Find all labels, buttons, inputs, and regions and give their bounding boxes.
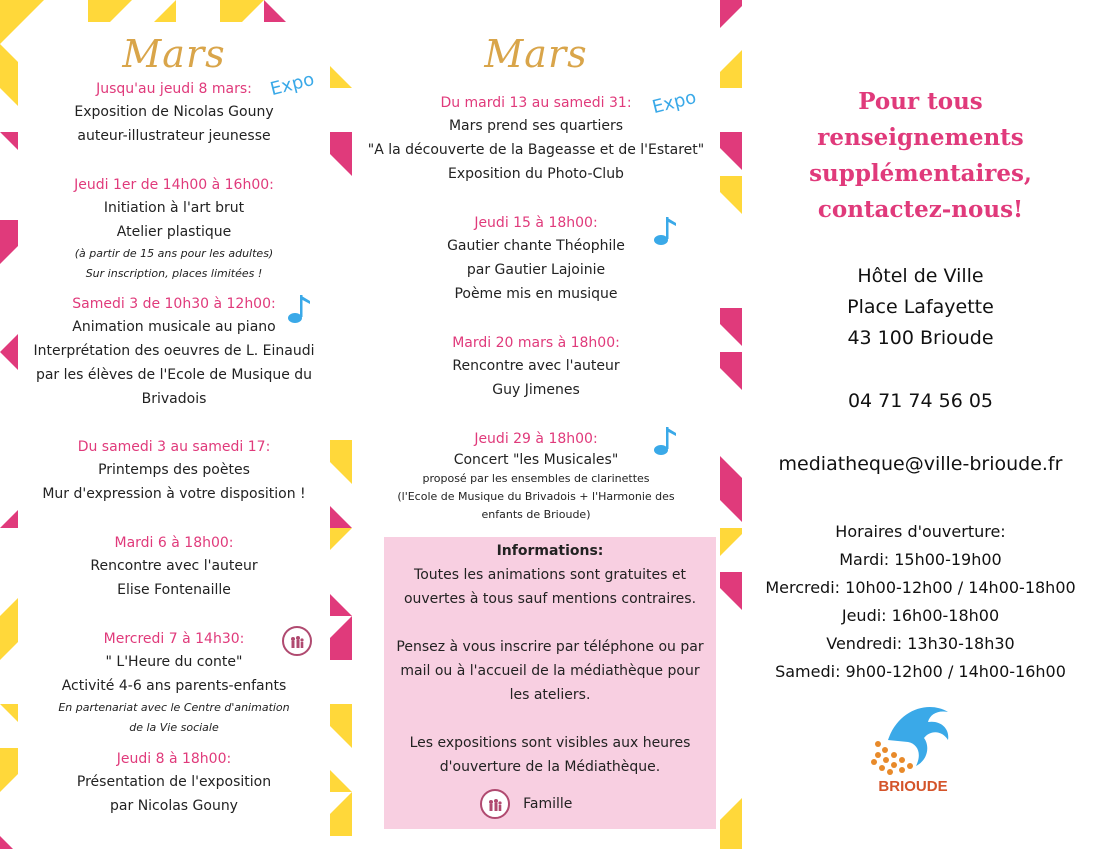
event-line: "A la découverte de la Bageasse et de l'Estaret"	[367, 142, 705, 158]
event-note: (l'Ecole de Musique du Brivadois + l'Harmonie des	[397, 490, 675, 503]
event-line: auteur-illustrateur jeunesse	[77, 128, 271, 144]
info-line: Les expositions sont visibles aux heures	[409, 735, 691, 751]
event-heading: Jeudi 15 à 18h00:	[474, 215, 598, 231]
event-note: de la Vie sociale	[129, 721, 219, 734]
event-line: Initiation à l'art brut	[103, 200, 245, 216]
event-heading: Jeudi 29 à 18h00:	[474, 431, 598, 447]
event-line: Animation musicale au piano	[72, 319, 276, 335]
event-note: enfants de Brioude)	[481, 508, 591, 521]
event-line: Mars prend ses quartiers	[448, 118, 624, 134]
event-line: Interprétation des oeuvres de L. Einaudi	[33, 343, 315, 359]
event-heading: Jeudi 1er de 14h00 à 16h00:	[74, 177, 274, 193]
event-heading: Mardi 6 à 18h00:	[114, 535, 234, 551]
contact-title-line: contactez-nous!	[817, 196, 1024, 223]
event-note: (à partir de 15 ans pour les adultes)	[74, 247, 274, 260]
event-line: Atelier plastique	[116, 224, 232, 240]
event-heading: Mardi 20 mars à 18h00:	[452, 335, 620, 351]
event-line: Exposition du Photo-Club	[448, 166, 624, 182]
phone-number[interactable]: 04 71 74 56 05	[847, 390, 994, 412]
right-panel	[742, 0, 1099, 849]
contact-title-line: renseignements	[817, 124, 1024, 151]
address	[742, 261, 1099, 354]
event-1	[18, 78, 330, 148]
event-heading: Jeudi 8 à 18h00:	[116, 751, 232, 767]
event-line: Mur d'expression à votre disposition !	[42, 486, 306, 502]
event-note: proposé par les ensembles de clarinettes	[422, 472, 650, 485]
contact-title-line: Pour tous	[858, 88, 983, 115]
address-line: 43 100 Brioude	[847, 327, 994, 349]
event-line: Rencontre avec l'auteur	[90, 558, 258, 574]
information-box	[384, 537, 716, 829]
famille-badge-icon	[480, 789, 510, 819]
music-note-icon	[286, 292, 312, 326]
event-line: par Nicolas Gouny	[110, 798, 238, 814]
info-line: Pensez à vous inscrire par téléphone ou par	[396, 639, 704, 655]
event-line: par les élèves de l'Ecole de Musique du	[35, 367, 313, 383]
info-line: ouvertes à tous sauf mentions contraires.	[403, 591, 697, 607]
event-line: Poème mis en musique	[454, 286, 618, 302]
event-line: " L'Heure du conte"	[105, 654, 243, 670]
famille-badge-icon	[282, 626, 312, 656]
event-note: En partenariat avec le Centre d'animation	[58, 701, 290, 714]
info-line: d'ouverture de la Médiathèque.	[439, 759, 661, 775]
event-line: Activité 4-6 ans parents-enfants	[61, 678, 287, 694]
music-note-icon	[652, 424, 678, 458]
contact-title	[742, 84, 1099, 228]
event-5	[18, 532, 330, 602]
address-line: Place Lafayette	[847, 296, 994, 318]
info-line: les ateliers.	[509, 687, 591, 703]
event-heading: Du mardi 13 au samedi 31:	[440, 95, 632, 111]
event-line: par Gautier Lajoinie	[466, 262, 606, 278]
event-line: Elise Fontenaille	[117, 582, 231, 598]
info-line: Toutes les animations sont gratuites et	[414, 567, 686, 583]
event-heading: Jusqu'au jeudi 8 mars:	[96, 81, 252, 97]
event-heading: Mercredi 7 à 14h30:	[103, 631, 245, 647]
event-note: Sur inscription, places limitées !	[85, 267, 263, 280]
event-heading: Samedi 3 de 10h30 à 12h00:	[72, 296, 276, 312]
contact-title-line: supplémentaires,	[809, 160, 1032, 187]
email-address[interactable]: mediatheque@ville-brioude.fr	[778, 453, 1063, 475]
info-line: mail ou à l'accueil de la médiathèque pour	[400, 663, 700, 679]
music-note-icon	[652, 214, 678, 248]
event-8	[352, 92, 720, 186]
expo-tag: Expo	[650, 86, 699, 119]
hours-line: Mardi: 15h00-19h00	[839, 550, 1002, 569]
logo-text: BRIOUDE	[878, 778, 948, 795]
event-line: Guy Jimenes	[492, 382, 580, 398]
opening-hours	[742, 518, 1099, 686]
famille-legend	[480, 789, 572, 819]
event-line: Brivadois	[141, 391, 207, 407]
event-7	[18, 748, 330, 818]
hours-title: Horaires d'ouverture:	[835, 522, 1006, 541]
hours-line: Vendredi: 13h30-18h30	[826, 634, 1015, 653]
event-line: Gautier chante Théophile	[447, 238, 625, 254]
brioude-logo	[868, 700, 958, 800]
hours-line: Mercredi: 10h00-12h00 / 14h00-18h00	[765, 578, 1076, 597]
event-line: Printemps des poètes	[98, 462, 250, 478]
hours-line: Jeudi: 16h00-18h00	[841, 606, 1000, 625]
event-4	[18, 436, 330, 506]
event-line: Rencontre avec l'auteur	[452, 358, 620, 374]
month-title: Mars	[122, 32, 226, 76]
event-line: Exposition de Nicolas Gouny	[74, 104, 274, 120]
address-line: Hôtel de Ville	[857, 265, 984, 287]
left-panel	[18, 22, 330, 849]
hours-line: Samedi: 9h00-12h00 / 14h00-16h00	[775, 662, 1066, 681]
event-line: Présentation de l'exposition	[76, 774, 272, 790]
event-heading: Du samedi 3 au samedi 17:	[77, 439, 271, 455]
famille-label: Famille	[523, 796, 573, 812]
info-title: Informations:	[496, 543, 604, 559]
event-10	[352, 332, 720, 402]
expo-tag: Expo	[268, 68, 317, 101]
event-3	[18, 293, 330, 411]
month-title: Mars	[484, 32, 588, 76]
event-2	[18, 174, 330, 284]
event-line: Concert "les Musicales"	[453, 452, 619, 468]
